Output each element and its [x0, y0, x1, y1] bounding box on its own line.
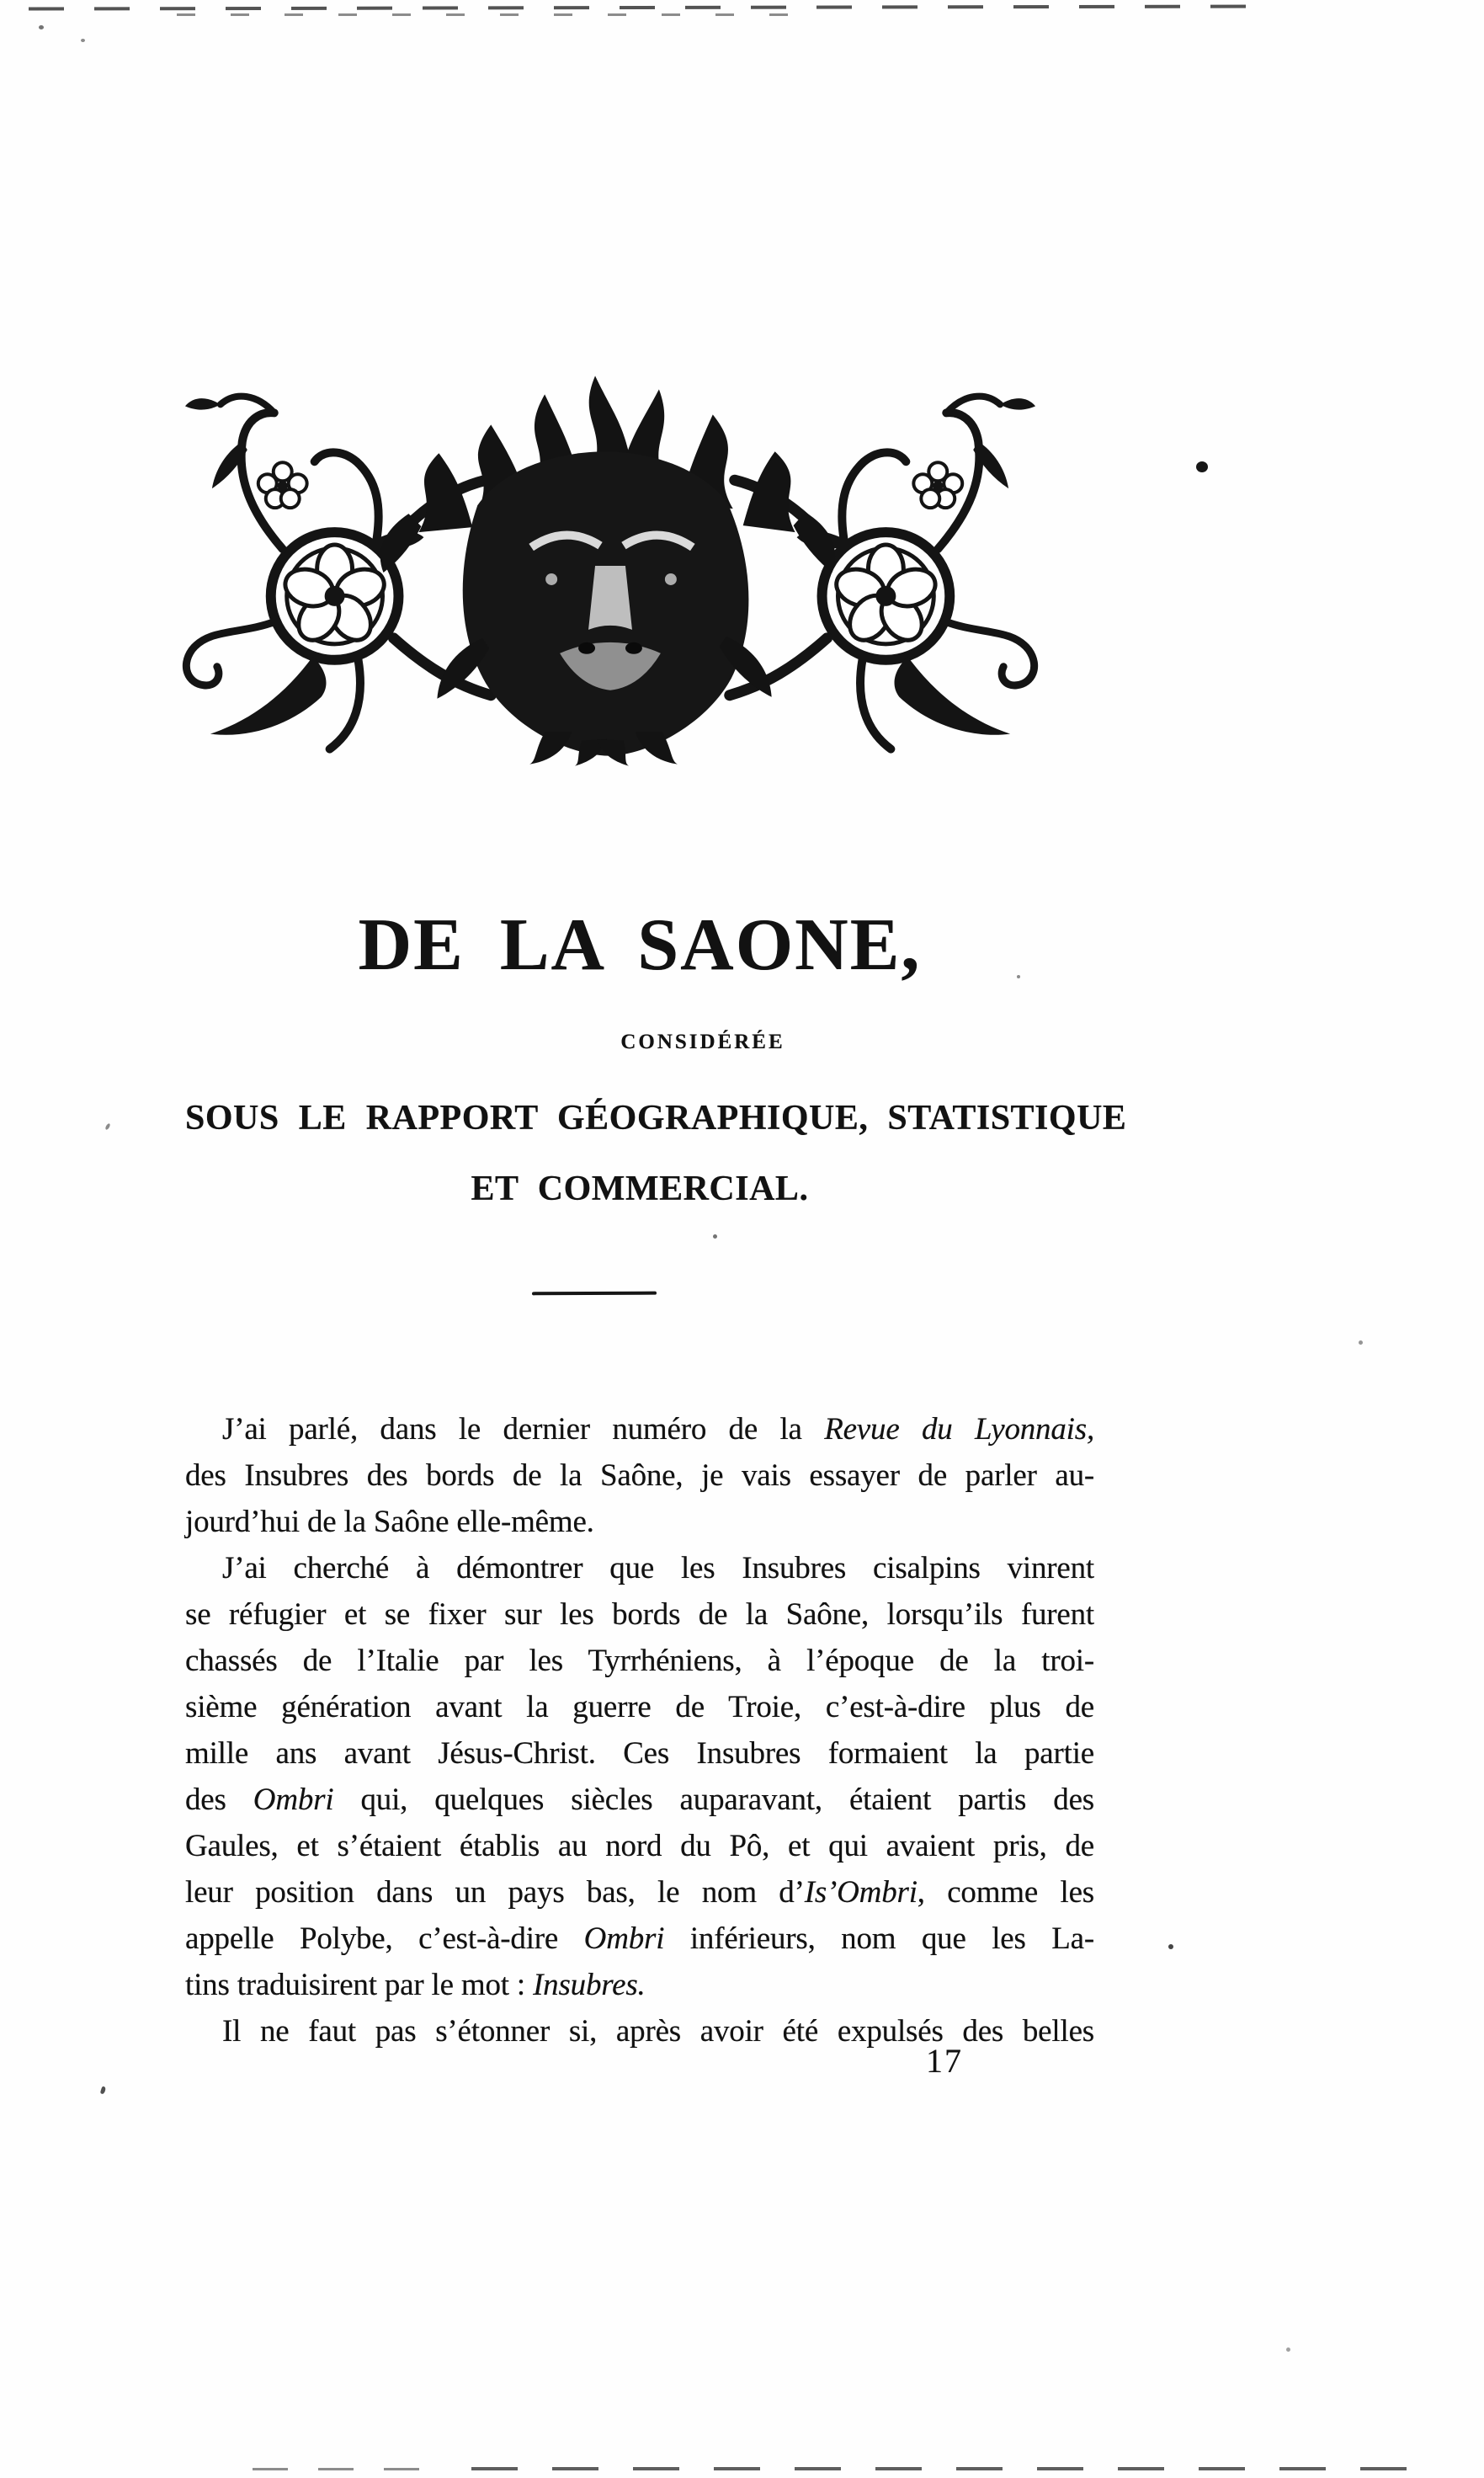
text-segment: J’ai cherché à démontrer que les Insubres cisalpins vinrent — [222, 1551, 1094, 1585]
text-segment: tins traduisirent par le mot : — [185, 1968, 534, 2002]
text-segment: sième génération avant la guerre de Troie, c’est-à-dire plus de — [185, 1690, 1094, 1724]
paragraph — [185, 1545, 1094, 2008]
text-segment: Il ne faut pas s’étonner si, après avoir été expulsés des belles — [222, 2014, 1094, 2049]
text-line — [185, 1591, 1094, 1638]
subtitle-line-1: SOUS LE RAPPORT GÉOGRAPHIQUE, STATISTIQUE — [185, 1099, 1127, 1138]
text-line — [185, 1452, 1094, 1499]
lion-head-vignette-icon — [157, 370, 1064, 766]
text-line — [185, 1545, 1094, 1591]
text-segment: se réfugier et se fixer sur les bords de la Saône, lorsqu’ils furent — [185, 1597, 1094, 1632]
text-line — [185, 1777, 1094, 1823]
italic-text: Ombri — [253, 1783, 334, 1817]
scan-speck — [713, 1234, 717, 1239]
text-segment: appelle Polybe, c’est-à-dire — [185, 1921, 584, 1956]
scan-edge-top — [29, 4, 1274, 10]
scan-speck — [100, 2086, 107, 2094]
scan-speck — [104, 1123, 110, 1131]
text-segment: jourd’hui de la Saône elle-même. — [185, 1505, 594, 1539]
paragraph — [185, 1406, 1094, 1545]
body-text — [185, 1406, 1094, 2054]
italic-text: Insubres. — [533, 1968, 646, 2002]
text-line — [185, 1916, 1094, 1962]
italic-text: Revue du Lyonnais, — [824, 1412, 1094, 1447]
scan-speck — [81, 39, 85, 42]
text-segment: des — [185, 1783, 253, 1817]
text-line — [185, 1962, 1094, 2008]
text-segment: des Insubres des bords de la Saône, je vais essayer de parler au- — [185, 1458, 1094, 1493]
text-segment: leur position dans un pays bas, le nom d’ — [185, 1875, 805, 1910]
text-segment: Gaules, et s’étaient établis au nord du Pô, et qui avaient pris, de — [185, 1829, 1094, 1863]
scan-edge-bottom-secondary — [253, 2468, 438, 2470]
scan-speck — [39, 25, 44, 29]
section-divider-rule — [532, 1292, 657, 1296]
subtitle-line-2: ET COMMERCIAL. — [471, 1170, 809, 1208]
text-line — [185, 1730, 1094, 1777]
page-title: DE LA SAONE, — [358, 904, 922, 986]
kicker-considérée: CONSIDÉRÉE — [620, 1031, 785, 1053]
italic-text: Is’Ombri — [804, 1875, 918, 1910]
text-segment: J’ai parlé, dans le dernier numéro de la — [222, 1412, 825, 1447]
scan-speck — [1168, 1944, 1173, 1949]
scan-speck — [1359, 1340, 1363, 1345]
scan-edge-top-secondary — [177, 13, 816, 16]
text-line — [185, 1684, 1094, 1730]
text-line — [185, 1499, 1094, 1545]
italic-text: Ombri — [583, 1921, 665, 1956]
scan-speck — [1286, 2347, 1290, 2352]
text-line — [185, 1406, 1094, 1452]
text-segment: , comme les — [917, 1875, 1094, 1910]
text-segment: qui, quelques siècles auparavant, étaient partis des — [333, 1783, 1095, 1817]
text-segment: mille ans avant Jésus-Christ. Ces Insubres formaient la partie — [185, 1736, 1094, 1771]
scan-speck — [1196, 461, 1208, 472]
text-line — [185, 1869, 1094, 1916]
text-segment: chassés de l’Italie par les Tyrrhéniens, à l’époque de la troi- — [185, 1644, 1094, 1678]
text-line — [185, 1823, 1094, 1869]
scan-edge-bottom — [471, 2467, 1423, 2470]
text-line — [185, 1638, 1094, 1684]
text-segment: inférieurs, nom que les La- — [664, 1921, 1094, 1956]
signature-number: 17 — [926, 2042, 963, 2080]
